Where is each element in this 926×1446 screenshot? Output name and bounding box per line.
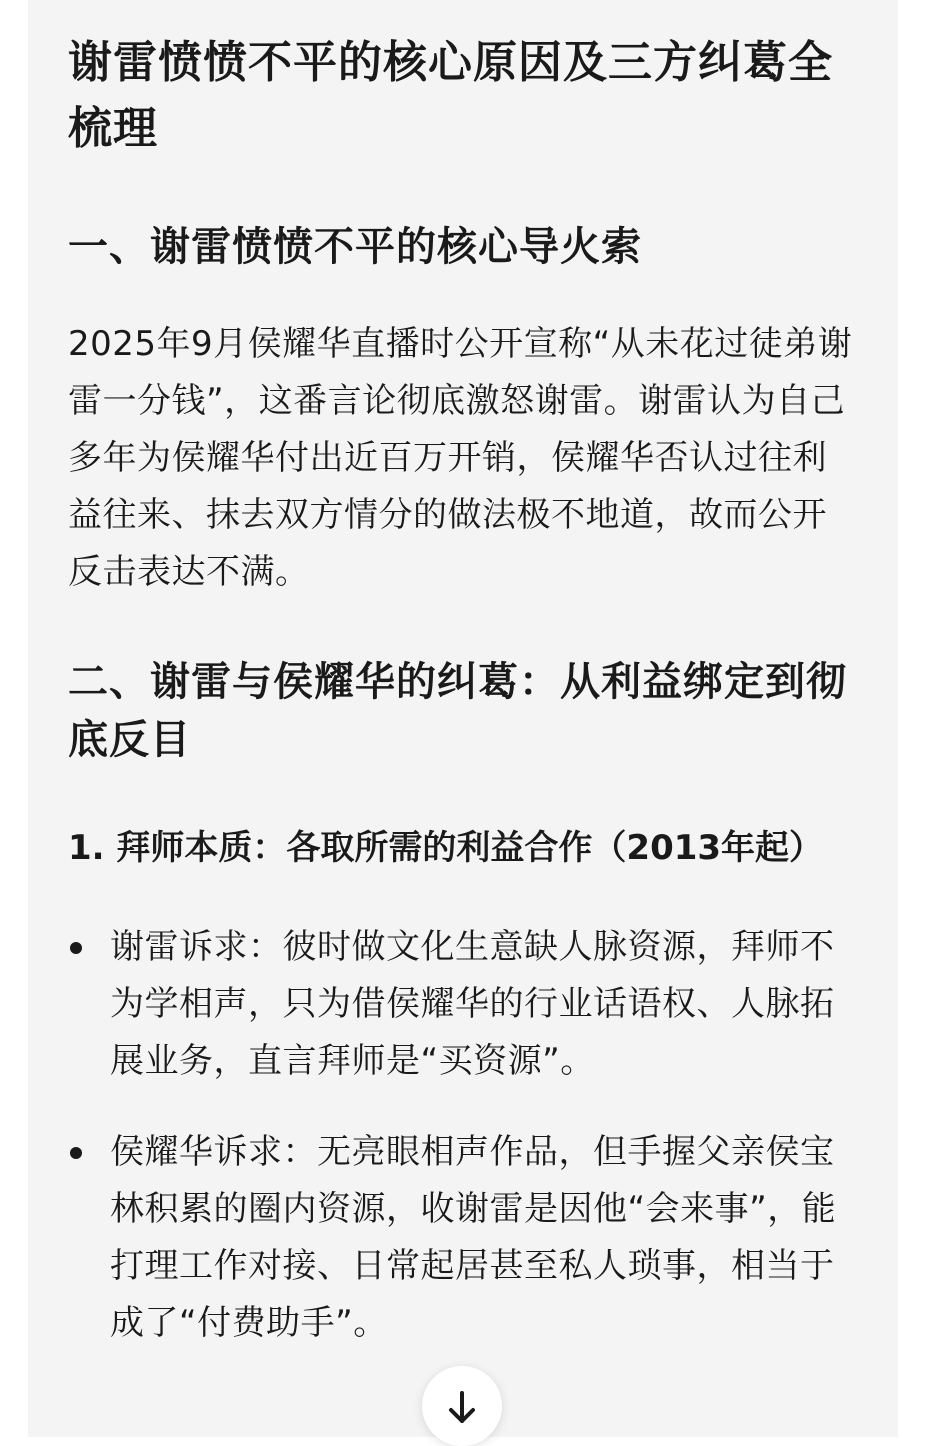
subsection-1-heading: 1. 拜师本质：各取所需的利益合作（2013年起）	[68, 828, 824, 868]
bullet-dot-icon	[70, 1147, 82, 1159]
list-item	[68, 1124, 860, 1352]
article-content	[68, 30, 860, 1386]
scroll-down-button[interactable]	[422, 1366, 502, 1446]
section-1-heading: 一、谢雷愤愤不平的核心导火索	[68, 224, 642, 270]
bullet-dot-icon	[70, 942, 82, 954]
section-1-paragraph: 2025年9月侯耀华直播时公开宣称“从未花过徒弟谢雷一分钱”，这番言论彻底激怒谢雷。谢雷认为自己多年为侯耀华付出近百万开销，侯耀华否认过往利益往来、抹去双方情分的做法极不地道，故而公开反击表达不满。	[68, 324, 853, 592]
list-item	[68, 919, 860, 1090]
bullet-list	[68, 919, 860, 1352]
article-title: 谢雷愤愤不平的核心原因及三方纠葛全梳理	[68, 37, 833, 154]
list-item-text: 侯耀华诉求：无亮眼相声作品，但手握父亲侯宝林积累的圈内资源，收谢雷是因他“会来事”，能打理工作对接、日常起居甚至私人琐事，相当于成了“付费助手”。	[110, 1132, 837, 1343]
article-card	[28, 0, 898, 1437]
arrow-down-icon	[445, 1390, 479, 1426]
section-2-heading: 二、谢雷与侯耀华的纠葛：从利益绑定到彻底反目	[68, 659, 847, 763]
list-item-text: 谢雷诉求：彼时做文化生意缺人脉资源，拜师不为学相声，只为借侯耀华的行业话语权、人脉拓展业务，直言拜师是“买资源”。	[110, 927, 835, 1081]
